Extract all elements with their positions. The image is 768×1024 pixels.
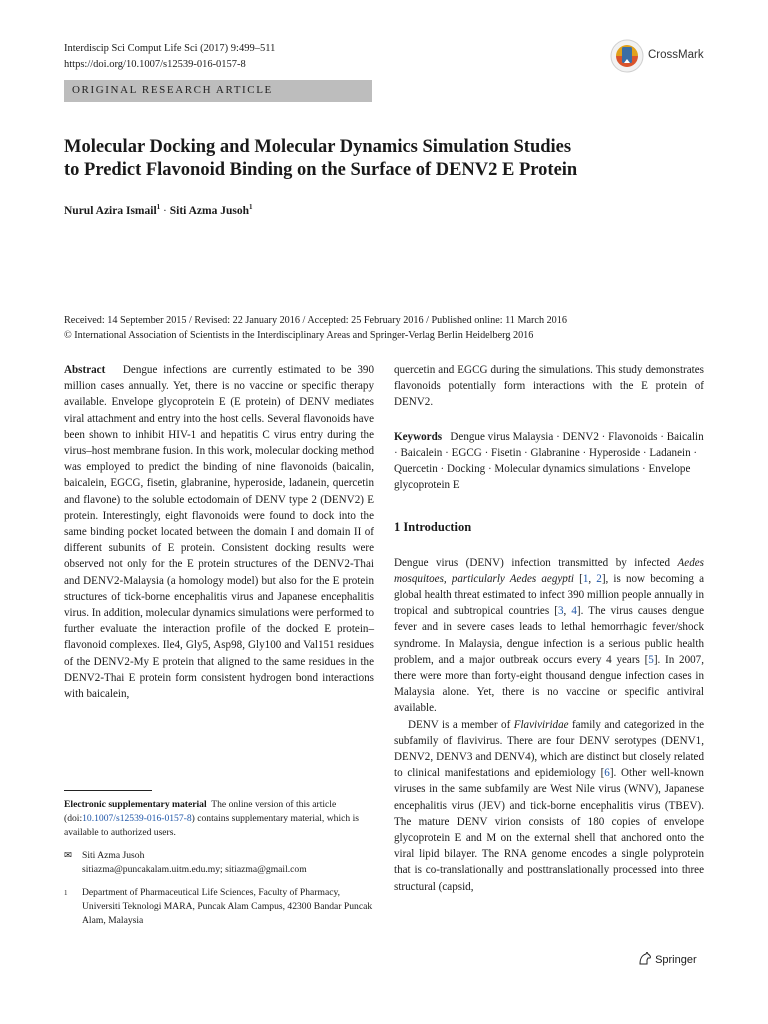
section-heading-introduction: 1 Introduction [394,520,472,535]
citation-3[interactable]: 3 [557,605,564,618]
author-list [64,203,252,217]
left-column [64,362,374,702]
abstract-continued: quercetin and EGCG during the simulations. This study demonstrates flavonoids potentially form interactions with the E protein of DENV2. [394,364,704,409]
corresponding-email[interactable]: sitiazma@puncakalam.uitm.edu.my; sitiazma@gmail.com [82,864,307,875]
citation-1[interactable]: 1 [582,572,589,585]
abstract-text: Dengue infections are currently estimated to be 390 million cases annually. Yet, there is no vaccine or specific therapy available. Envelope glycoprotein E (E protein) of DENV mediates viral attachment and entry into the host cells. Several flavonoids have been shown to inhibit HIV-1 and hepatitis C virus entry during the virus–host membrane fusion. In this work, molecular docking method was employed to predict the binding of nine flavonoids (baicalin, baicalein, EGCG, fisetin, glabranine, hyperoside, ladanein, quercetin and flavone) to the soluble ectodomain of DENV type 2 (DENV2) E protein. Interestingly, eight flavonoids were found to dock into the same binding pocket located between the domain I and domain II of different subunits of E protein. Consistent docking results were observed not only for the E protein structures of the DENV2-Thai and DENV2-Malaysia (a homology model) but also for the E protein structures of tick-borne encephalitis virus and Japanese encephalitis virus. In addition, molecular dynamics simulations were performed to further evaluate the interaction profile of the docked E protein–flavonoid complexes. Ile4, Gly5, Asp98, Gly100 and Val151 residues of the DENV2-My E protein that aligned to the same residues in the DENV2-Thai E protein form consistent hydrogen bond interactions with baicalein, [64,364,374,701]
intro-paragraph-1: Dengue virus (DENV) infection transmitted by infected Aedes mosquitoes, particularly Aedes aegypti [1, 2], is now becoming a global health threat estimated to infect 390 million people annually in tropical and subtropical countries [3, 4]. The virus causes dengue fever and in severe cases leads to lethal hemorrhagic fever/shock syndrome. In Malaysia, dengue infection is a serious public health problem, and a major outbreak occurs every 4 years [5]. In 2007, there were more than forty-eight thousand dengue infection cases in Malaysia alone. Yet, there is no vaccine or specific antiviral available. [394,556,704,715]
journal-line: Interdiscip Sci Comput Life Sci (2017) 9:499–511 [64,43,276,54]
publication-history [64,313,714,343]
publisher-name: Springer [655,954,697,966]
springer-horse-icon [638,952,652,965]
author-2[interactable]: Siti Azma Jusoh [169,204,249,217]
affiliation-number: 1 [64,889,68,897]
citation-5[interactable]: 5 [648,653,654,666]
citation-2[interactable]: 2 [596,572,602,585]
dates-line: Received: 14 September 2015 / Revised: 22 January 2016 / Accepted: 25 February 2016 / Published online: 11 March 2016 [64,315,567,326]
footnote-divider [64,790,152,791]
keywords-text: Dengue virus Malaysia · DENV2 · Flavonoids · Baicalin · Baicalein · EGCG · Fisetin · Glabranine · Hyperoside · Ladanein · Quercetin · Docking · Molecular dynamics simulations · Envelope glycoprotein E [394,430,704,492]
citation-4[interactable]: 4 [571,605,577,618]
doi-link[interactable]: https://doi.org/10.1007/s12539-016-0157-8 [64,59,246,70]
esm-text-a: The online version of this article (doi: [64,799,339,824]
abstract [64,362,374,702]
right-column [394,362,704,895]
author-1[interactable]: Nurul Azira Ismail [64,204,157,217]
title-line-2: to Predict Flavonoid Binding on the Surface of DENV2 E Protein [64,160,578,180]
author-separator: · [160,204,170,217]
author-2-affiliation: 1 [248,203,253,211]
esm-doi-link[interactable]: 10.1007/s12539-016-0157-8 [82,813,192,824]
crossmark-label: CrossMark [648,49,704,61]
esm-label: Electronic supplementary material [64,799,207,810]
title-line-1: Molecular Docking and Molecular Dynamics Simulation Studies [64,137,572,157]
abstract-label: Abstract [64,364,106,376]
keywords [394,429,704,494]
citation-6[interactable]: 6 [604,767,610,780]
intro-paragraph-2: DENV is a member of Flaviviridae family and categorized in the subfamily of flavivirus. There are four DENV serotypes (DENV1, DENV2, DENV3 and DENV4), which are distinct but closely related to clinical manifestations and epidemiology [6]. Other well-known viruses in the same subfamily are West Nile virus (WNV), Japanese encephalitis virus (JEV) and tick-borne encephalitis virus (TBEV). The mature DENV virion consists of 180 copies of envelope glycoprotein E and M on the external shell that anchored onto the viral lipid bilayer. The RNA genome encodes a single polyprotein that is co-translationally and posttranslationally processed into three structural (capsid, [394,718,704,893]
journal-citation [64,41,275,73]
article-type-banner [64,80,372,102]
affiliation-text: Department of Pharmaceutical Life Sciences, Faculty of Pharmacy, Universiti Teknologi MARA, Puncak Alam Campus, 42300 Bandar Puncak Alam, Malaysia [82,887,373,926]
corresponding-author [64,849,374,877]
copyright-line: © International Association of Scientists in the Interdisciplinary Areas and Springer-Verlag Berlin Heidelberg 2016 [64,330,534,341]
crossmark-badge[interactable] [610,38,730,74]
author-1-affiliation: 1 [156,203,161,211]
keywords-label: Keywords [394,430,443,443]
esm-text-b: ) contains supplementary material, which is available to authorized users. [64,813,359,838]
crossmark-icon [610,38,644,74]
supplementary-note [64,798,374,840]
article-type-label: ORIGINAL RESEARCH ARTICLE [72,84,273,96]
article-title [64,136,704,182]
affiliation [64,886,374,928]
corresponding-name: Siti Azma Jusoh [82,850,145,861]
envelope-icon: ✉ [64,850,73,861]
publisher-logo [638,952,697,966]
